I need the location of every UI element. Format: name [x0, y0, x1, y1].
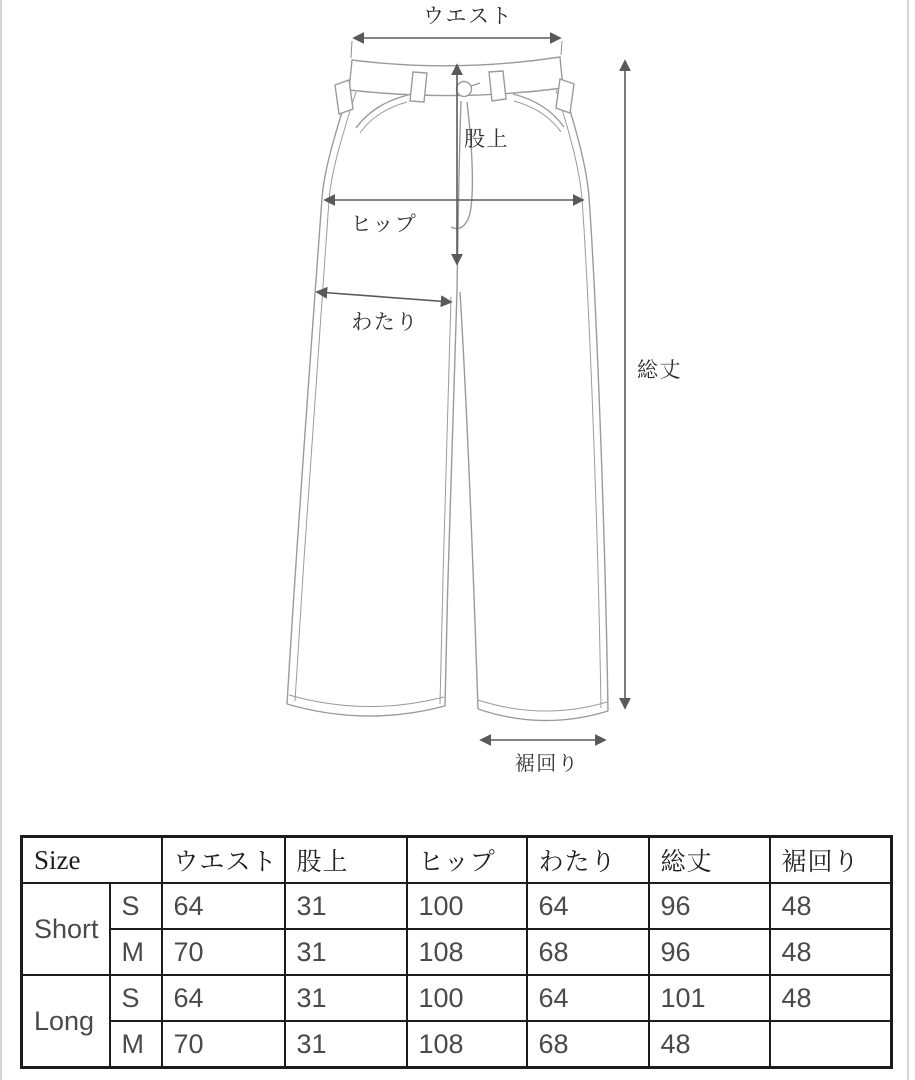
belt-loop-icon	[335, 80, 353, 114]
header-cell-rise: 股上	[285, 837, 407, 884]
value-cell: 48	[770, 883, 892, 929]
waist-dimension-arrow	[351, 38, 562, 58]
value-cell: 100	[407, 975, 527, 1021]
value-cell: 64	[527, 883, 649, 929]
size-cell: S	[110, 883, 162, 929]
header-cell-thigh: わたり	[527, 837, 649, 884]
right-leg	[460, 88, 608, 721]
header-cell-length: 総丈	[649, 837, 770, 884]
value-cell: 48	[770, 929, 892, 975]
value-cell: 64	[162, 975, 285, 1021]
group-cell: Long	[22, 975, 110, 1068]
left-leg	[287, 90, 457, 716]
value-cell: 48	[649, 1021, 770, 1068]
value-cell: 48	[770, 975, 892, 1021]
hem-label: 裾回り	[514, 753, 580, 775]
header-cell-hip: ヒップ	[407, 837, 527, 884]
belt-loop-icon	[410, 72, 427, 102]
value-cell: 68	[527, 1021, 649, 1068]
size-cell: S	[110, 975, 162, 1021]
value-cell: 70	[162, 929, 285, 975]
pants-flat-drawing	[287, 57, 608, 721]
value-cell: 31	[285, 1021, 407, 1068]
fly-stitch	[451, 102, 472, 228]
value-cell: 100	[407, 883, 527, 929]
value-cell: 64	[162, 883, 285, 929]
size-table	[20, 835, 893, 1069]
header-cell-size: Size	[22, 837, 162, 884]
value-cell: 108	[407, 929, 527, 975]
header-cell-hem: 裾回り	[770, 837, 892, 884]
value-cell: 31	[285, 975, 407, 1021]
group-cell: Short	[22, 883, 110, 975]
rise-label: 股上	[464, 127, 509, 151]
value-cell: 96	[649, 883, 770, 929]
total-length-label: 総丈	[637, 358, 682, 382]
waist-label: ウエスト	[423, 4, 513, 28]
size-cell: M	[110, 929, 162, 975]
table-row-long-m	[22, 1021, 892, 1068]
value-cell: 31	[285, 883, 407, 929]
thigh-label: わたり	[351, 310, 419, 334]
value-cell: 108	[407, 1021, 527, 1068]
left-front-pocket	[356, 95, 408, 133]
value-cell: 101	[649, 975, 770, 1021]
value-cell: 96	[649, 929, 770, 975]
header-cell-waist: ウエスト	[162, 837, 285, 884]
size-table-container	[20, 835, 893, 1069]
hip-label: ヒップ	[350, 212, 418, 236]
belt-loop-icon	[556, 79, 574, 113]
header-row	[22, 837, 892, 884]
table-row-short-m	[22, 929, 892, 975]
right-front-pocket	[513, 94, 564, 132]
size-cell: M	[110, 1021, 162, 1068]
left-hem	[287, 704, 445, 716]
table-row-long-s	[22, 975, 892, 1021]
value-cell: 68	[527, 929, 649, 975]
value-cell: 70	[162, 1021, 285, 1068]
thigh-dimension-arrow	[317, 292, 451, 302]
value-cell: 64	[527, 975, 649, 1021]
table-row-short-s	[22, 883, 892, 929]
value-cell: 31	[285, 929, 407, 975]
belt-loop-icon	[489, 71, 506, 101]
